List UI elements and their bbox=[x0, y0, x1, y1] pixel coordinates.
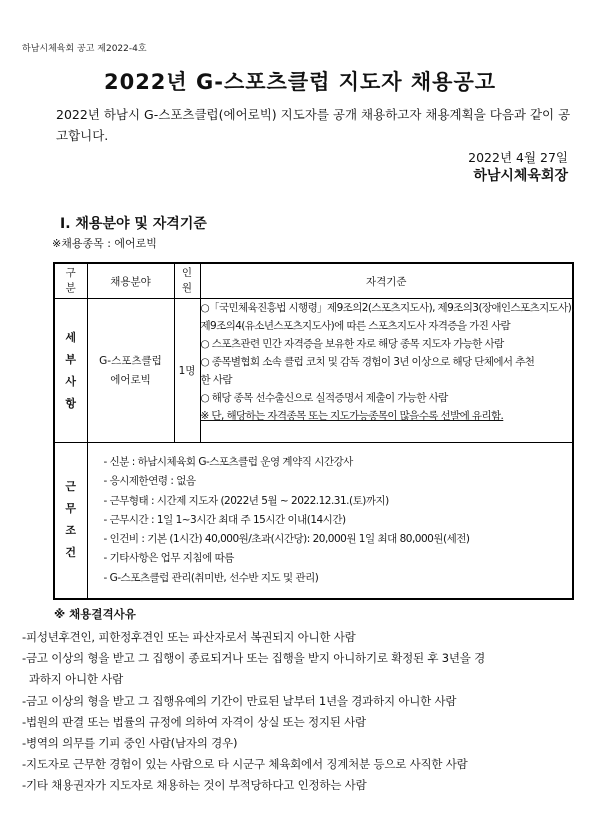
header-count: 인 원 bbox=[174, 263, 200, 299]
condition-item: - 신분 : 하남시체육회 G-스포츠클럽 운영 계약직 시간강사 bbox=[103, 456, 353, 468]
table-header-row bbox=[54, 263, 573, 299]
header-field: 채용분야 bbox=[87, 263, 174, 299]
condition-item: - 근무형태 : 시간제 지도자 (2022년 5월 ~ 2022.12.31.(토)까지) bbox=[103, 494, 389, 507]
qualification-line: 제9조의4(유소년스포츠지도사)에 따른 스포츠지도사 자격증을 가진 사람 bbox=[200, 320, 511, 332]
header-category: 구 분 bbox=[54, 263, 87, 299]
qualification-line: ○ 스포츠관련 민간 자격증을 보유한 자로 해당 종목 지도자 가능한 사람 bbox=[200, 338, 504, 350]
qualification-line: ○ 종목별협회 소속 클럽 코치 및 감독 경험이 3년 이상으로 해당 단체에서 추천 bbox=[200, 356, 535, 368]
qualification-cell bbox=[200, 299, 573, 443]
row-label-conditions: 근 무 조 건 bbox=[54, 443, 87, 599]
recruit-field: G-스포츠클럽 에어로빅 bbox=[87, 299, 174, 443]
field-label: ※채용종목 : 에어로빅 bbox=[52, 237, 157, 250]
header-qualification: 자격기준 bbox=[200, 263, 573, 299]
table-row bbox=[54, 299, 573, 443]
list-item: -병역의 의무를 기피 중인 사람(남자의 경우) bbox=[22, 736, 238, 751]
intro-paragraph: 2022년 하남시 G-스포츠클럽(에어로빅) 지도자를 공개 채용하고자 채용계획을 다음과 같이 공고합니다. bbox=[56, 107, 571, 143]
list-item: 과하지 아니한 사람 bbox=[22, 672, 124, 687]
page-title: 2022년 G-스포츠클럽 지도자 채용공고 bbox=[103, 70, 497, 94]
qualification-table bbox=[53, 262, 574, 600]
list-item: -금고 이상의 형을 받고 그 집행유예의 기간이 만료된 날부터 1년을 경과하지 아니한 사람 bbox=[22, 693, 457, 708]
disqualification-list bbox=[22, 627, 582, 797]
condition-item: - G-스포츠클럽 관리(취미반, 선수반 지도 및 관리) bbox=[103, 571, 319, 584]
condition-item: - 근무시간 : 1일 1~3시간 최대 주 15시간 이내(14시간) bbox=[103, 513, 346, 526]
issuer: 하남시체육회장 bbox=[473, 168, 568, 184]
qualification-line: ○「국민체육진흥법 시행령」제9조의2(스포츠지도사), 제9조의3(장애인스포츠지도사), bbox=[200, 302, 574, 314]
list-item: -지도자로 근무한 경험이 있는 사람으로 타 시군구 체육회에서 징계처분 등으로 사직한 사람 bbox=[22, 757, 468, 772]
condition-item: - 기타사항은 업무 지침에 따름 bbox=[103, 552, 234, 565]
condition-item: - 응시제한연령 : 없음 bbox=[103, 475, 196, 488]
list-item: -금고 이상의 형을 받고 그 집행이 종료되거나 또는 집행을 받지 아니하기로 확정된 후 3년을 경 bbox=[22, 651, 486, 666]
recruit-count: 1명 bbox=[174, 299, 200, 443]
table-row bbox=[54, 443, 573, 599]
document-number: 하남시체육회 공고 제2022-4호 bbox=[22, 44, 147, 54]
condition-item: - 인건비 : 기본 (1시간) 40,000원/초과(시간당): 20,000원 1일 최대 80,000원(세전) bbox=[103, 533, 470, 546]
list-item: -법원의 판결 또는 법률의 규정에 의하여 자격이 상실 또는 정지된 사람 bbox=[22, 714, 366, 729]
list-item: -기타 채용권자가 지도자로 채용하는 것이 부적당하다고 인정하는 사람 bbox=[22, 778, 367, 793]
list-item: -피성년후견인, 피한정후견인 또는 파산자로서 복권되지 아니한 사람 bbox=[22, 630, 356, 644]
qualification-line: 한 사람 bbox=[200, 374, 232, 386]
conditions-cell bbox=[87, 443, 573, 599]
section-heading: Ⅰ. 채용분야 및 자격기준 bbox=[60, 216, 207, 232]
qualification-line: ○ 해당 종목 선수출신으로 실적증명서 제출이 가능한 사람 bbox=[200, 392, 448, 404]
row-label-details: 세 부 사 항 bbox=[54, 299, 87, 443]
disqualification-title: ※ 채용결격사유 bbox=[54, 607, 136, 621]
qualification-note: ※ 단, 해당하는 자격종목 또는 지도가능종목이 많을수록 선발에 유리함. bbox=[200, 410, 504, 422]
notice-date: 2022년 4월 27일 bbox=[468, 150, 568, 165]
